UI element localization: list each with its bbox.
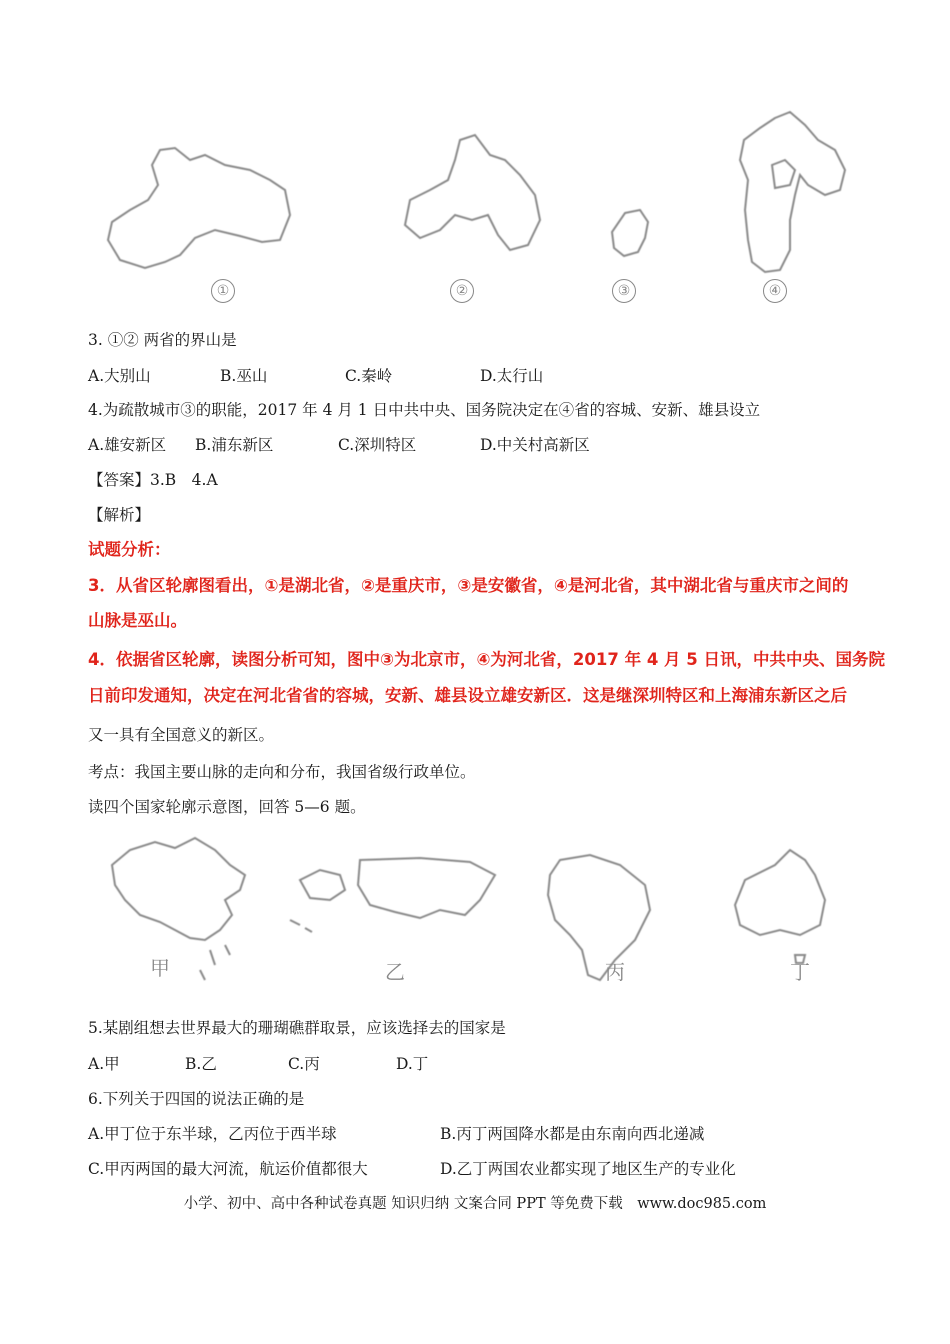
- question-3-option-b: B.巫山: [220, 367, 268, 385]
- question-6-option-d: D.乙丁两国农业都实现了地区生产的专业化: [440, 1160, 736, 1178]
- question-4-stem: 4.为疏散城市③的职能，2017 年 4 月 1 日中共中央、国务院决定在④省的容城、安新、雄县设立: [88, 401, 761, 419]
- question-5-option-d: D.丁: [396, 1055, 429, 1073]
- province-label-3: ③: [612, 279, 636, 303]
- question-3-stem: 3. ①② 两省的界山是: [88, 331, 237, 349]
- outline-2-chongqing: [405, 135, 540, 250]
- analysis-intro: 试题分析：: [88, 540, 171, 559]
- analysis-q3-line-2: 山脉是巫山。: [88, 611, 187, 630]
- outline-4-hebei: [740, 112, 845, 272]
- province-label-2: ②: [450, 279, 474, 303]
- outline-australia: [735, 850, 825, 935]
- question-4-option-b: B.浦东新区: [195, 436, 274, 454]
- page-footer: 小学、初中、高中各种试卷真题 知识归纳 文案合同 PPT 等免费下载 www.doc985.com: [183, 1196, 767, 1212]
- outline-china-islands: [200, 945, 230, 980]
- outline-usa: [358, 858, 495, 918]
- analysis-q4-line-3: 又一具有全国意义的新区。: [88, 726, 275, 744]
- kaodian-line: 考点：我国主要山脉的走向和分布，我国省级行政单位。: [88, 763, 476, 781]
- country-label-bing: 丙: [605, 960, 625, 984]
- analysis-title: 【解析】: [88, 506, 151, 524]
- analysis-q4-line-1: 4．依据省区轮廓，读图分析可知，图中③为北京市，④为河北省，2017 年 4 月 5 日讯，中共中央、国务院: [88, 650, 886, 669]
- question-5-option-b: B.乙: [185, 1055, 217, 1073]
- question-6-option-b: B.丙丁两国降水都是由东南向西北递减: [440, 1125, 705, 1143]
- question-3-option-c: C.秦岭: [345, 367, 393, 385]
- question-4-option-d: D.中关村高新区: [480, 436, 590, 454]
- outline-3-beijing: [612, 210, 648, 256]
- question-5-option-c: C.丙: [288, 1055, 320, 1073]
- question-4-option-a: A.雄安新区: [88, 436, 167, 454]
- question-6-option-a: A.甲丁位于东半球，乙丙位于西半球: [88, 1125, 337, 1143]
- outline-usa-hawaii: [290, 920, 312, 932]
- question-5-option-a: A.甲: [88, 1055, 120, 1073]
- outline-china: [112, 838, 245, 940]
- question-6-stem: 6.下列关于四国的说法正确的是: [88, 1090, 305, 1108]
- province-label-4: ④: [763, 279, 787, 303]
- outline-brazil: [548, 855, 650, 980]
- country-label-ding: 丁: [790, 960, 810, 984]
- section-intro: 读四个国家轮廓示意图，回答 5—6 题。: [88, 798, 366, 816]
- analysis-q4-line-2: 日前印发通知，决定在河北省省的容城，安新、雄县设立雄安新区．这是继深圳特区和上海浦东新区之后: [88, 686, 847, 705]
- outline-4-inner-beijing: [772, 160, 795, 188]
- question-3-option-d: D.太行山: [480, 367, 544, 385]
- province-outlines: [0, 0, 950, 310]
- question-3-option-a: A.大别山: [88, 367, 151, 385]
- country-label-jia: 甲: [150, 956, 170, 980]
- province-label-1: ①: [211, 279, 235, 303]
- country-outline-figure: [0, 830, 950, 990]
- question-4-option-c: C.深圳特区: [338, 436, 417, 454]
- answer-line: 【答案】3.B 4.A: [88, 471, 218, 489]
- question-6-option-c: C.甲丙两国的最大河流，航运价值都很大: [88, 1160, 368, 1178]
- question-5-stem: 5.某剧组想去世界最大的珊瑚礁群取景，应该选择去的国家是: [88, 1019, 506, 1037]
- country-label-yi: 乙: [385, 960, 405, 984]
- outline-1-hubei: [108, 148, 290, 268]
- analysis-q3-line-1: 3．从省区轮廓图看出，①是湖北省，②是重庆市，③是安徽省，④是河北省，其中湖北省与重庆市之间的: [88, 576, 849, 595]
- province-outline-figure: [0, 0, 950, 310]
- outline-usa-alaska: [300, 870, 345, 900]
